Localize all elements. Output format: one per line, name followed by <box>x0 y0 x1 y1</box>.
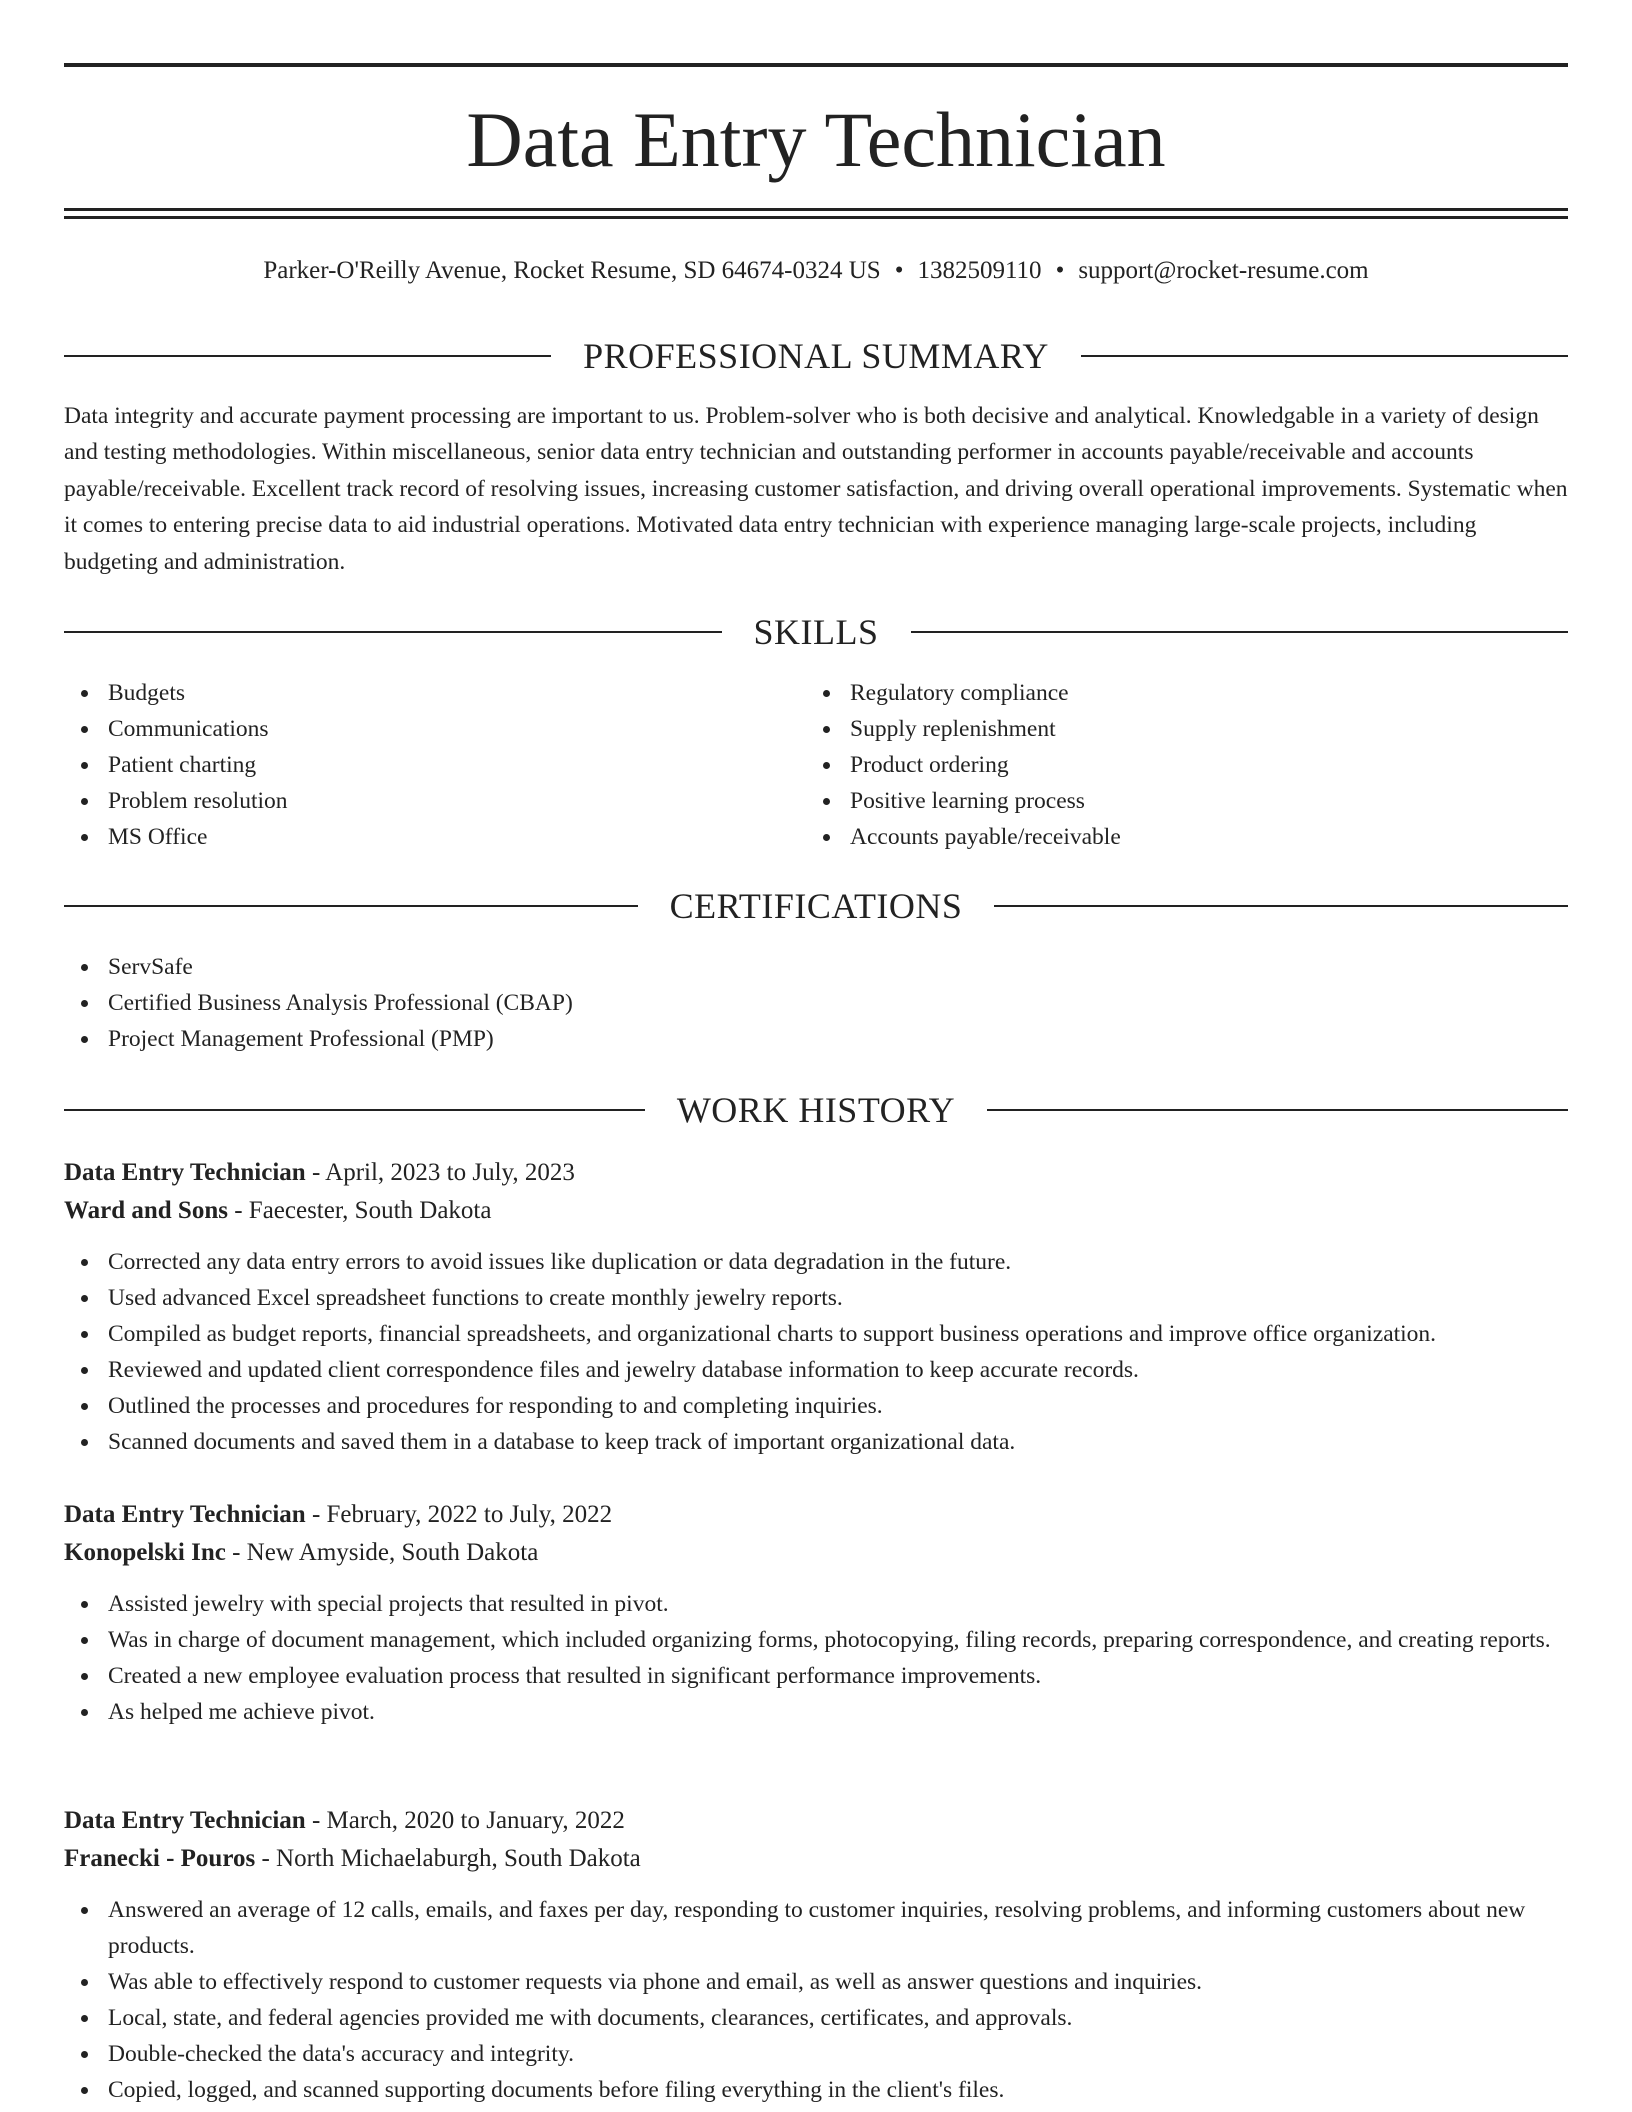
job-bullet: Copied, logged, and scanned supporting documents before filing everything in the client's files. <box>64 2072 1568 2108</box>
job-bullet: Compiled as budget reports, financial spreadsheets, and organizational charts to support business operations and improve office organization. <box>64 1316 1568 1352</box>
job-bullets <box>64 1892 1568 2108</box>
contact-line <box>64 254 1568 288</box>
section-rule-right <box>987 1109 1568 1111</box>
certification-item: Project Management Professional (PMP) <box>64 1021 1568 1057</box>
section-header-skills <box>64 610 1568 654</box>
skill-item: Supply replenishment <box>806 711 1506 747</box>
header-rule-upper <box>64 208 1568 211</box>
certifications-list <box>64 949 1568 1057</box>
job-bullet: As helped me achieve pivot. <box>64 1694 1568 1730</box>
summary-text: Data integrity and accurate payment processing are important to us. Problem-solver who is both decisive and analytical. Knowledgable in a variety of design and testing methodologies. Within miscellaneous, senior data entry technician and outstanding performer in accounts payable/receivable and accounts payable/receivable. Excellent track record of resolving issues, increasing customer satisfaction, and driving overall operational improvements. Systematic when it comes to entering precise data to aid industrial operations. Motivated data entry technician with experience managing large-scale projects, including budgeting and administration. <box>64 403 1568 575</box>
skills-list-left <box>64 675 764 855</box>
section-header-work-history <box>64 1088 1568 1132</box>
section-rule-right <box>1081 355 1568 357</box>
certification-item: ServSafe <box>64 949 1568 985</box>
job-bullet: Created a new employee evaluation process that resulted in significant performance improvements. <box>64 1658 1568 1694</box>
section-rule-left <box>64 905 638 907</box>
job-entry <box>64 1802 1568 2108</box>
job-dates: - March, 2020 to January, 2022 <box>305 1807 625 1834</box>
job-bullet: Scanned documents and saved them in a database to keep track of important organizational data. <box>64 1424 1568 1460</box>
skills-list-right <box>806 675 1506 855</box>
skill-item: Budgets <box>64 675 764 711</box>
job-bullet: Reviewed and updated client correspondence files and jewelry database information to keep accurate records. <box>64 1352 1568 1388</box>
job-title-line <box>64 1154 1568 1192</box>
header-rule-lower <box>64 216 1568 219</box>
skill-item: Positive learning process <box>806 783 1506 819</box>
section-rule-right <box>911 631 1569 633</box>
job-location: - Faecester, South Dakota <box>227 1197 492 1224</box>
job-entry <box>64 1154 1568 1460</box>
job-title-line <box>64 1802 1568 1840</box>
top-rule <box>64 63 1568 67</box>
job-location: - New Amyside, South Dakota <box>225 1539 539 1566</box>
job-company: Ward and Sons <box>64 1197 228 1224</box>
job-bullet: Local, state, and federal agencies provided me with documents, clearances, certificates, and approvals. <box>64 2000 1568 2036</box>
job-bullet: Double-checked the data's accuracy and integrity. <box>64 2036 1568 2072</box>
section-header-certifications <box>64 884 1568 928</box>
certification-item: Certified Business Analysis Professional (CBAP) <box>64 985 1568 1021</box>
job-bullets <box>64 1586 1568 1730</box>
skill-item: Problem resolution <box>64 783 764 819</box>
job-bullet: Was able to effectively respond to customer requests via phone and email, as well as answer questions and inquiries. <box>64 1964 1568 2000</box>
section-rule-left <box>64 1109 645 1111</box>
job-bullet: Used advanced Excel spreadsheet functions to create monthly jewelry reports. <box>64 1280 1568 1316</box>
job-dates: - February, 2022 to July, 2022 <box>305 1501 613 1528</box>
section-title-certifications: CERTIFICATIONS <box>669 886 963 926</box>
contact-separator: • <box>894 257 904 284</box>
job-dates: - April, 2023 to July, 2023 <box>305 1159 575 1186</box>
section-rule-right <box>994 905 1568 907</box>
resume-name: Data Entry Technician <box>466 96 1166 183</box>
job-title-line <box>64 1496 1568 1534</box>
job-title: Data Entry Technician <box>64 1807 306 1834</box>
section-title-summary: PROFESSIONAL SUMMARY <box>583 336 1049 376</box>
job-title: Data Entry Technician <box>64 1501 306 1528</box>
section-rule-left <box>64 631 722 633</box>
section-rule-left <box>64 355 551 357</box>
job-bullet: Outlined the processes and procedures for responding to and completing inquiries. <box>64 1388 1568 1424</box>
skill-item: Regulatory compliance <box>806 675 1506 711</box>
job-company-line <box>64 1840 1568 1878</box>
skill-item: Communications <box>64 711 764 747</box>
job-company: Franecki - Pouros <box>64 1845 256 1872</box>
job-company-line <box>64 1192 1568 1230</box>
skill-item: MS Office <box>64 819 764 855</box>
contact-address: Parker-O'Reilly Avenue, Rocket Resume, SD 64674-0324 US <box>263 257 881 284</box>
contact-email: support@rocket-resume.com <box>1078 257 1369 284</box>
contact-separator: • <box>1055 257 1065 284</box>
job-bullet: Corrected any data entry errors to avoid issues like duplication or data degradation in the future. <box>64 1244 1568 1280</box>
contact-phone: 1382509110 <box>917 257 1042 284</box>
section-title-work-history: WORK HISTORY <box>676 1090 956 1130</box>
section-header-summary <box>64 334 1568 378</box>
job-company: Konopelski Inc <box>64 1539 226 1566</box>
job-company-line <box>64 1534 1568 1572</box>
job-entry <box>64 1496 1568 1730</box>
job-bullets <box>64 1244 1568 1460</box>
job-title: Data Entry Technician <box>64 1159 306 1186</box>
skill-item: Accounts payable/receivable <box>806 819 1506 855</box>
job-bullet: Answered an average of 12 calls, emails, and faxes per day, responding to customer inquiries, resolving problems, and informing customers about new products. <box>64 1892 1568 1964</box>
job-location: - North Michaelaburgh, South Dakota <box>255 1845 641 1872</box>
section-title-skills: SKILLS <box>753 612 879 652</box>
job-bullet: Was in charge of document management, which included organizing forms, photocopying, filing records, preparing correspondence, and creating reports. <box>64 1622 1568 1658</box>
skill-item: Patient charting <box>64 747 764 783</box>
job-bullet: Assisted jewelry with special projects that resulted in pivot. <box>64 1586 1568 1622</box>
skill-item: Product ordering <box>806 747 1506 783</box>
